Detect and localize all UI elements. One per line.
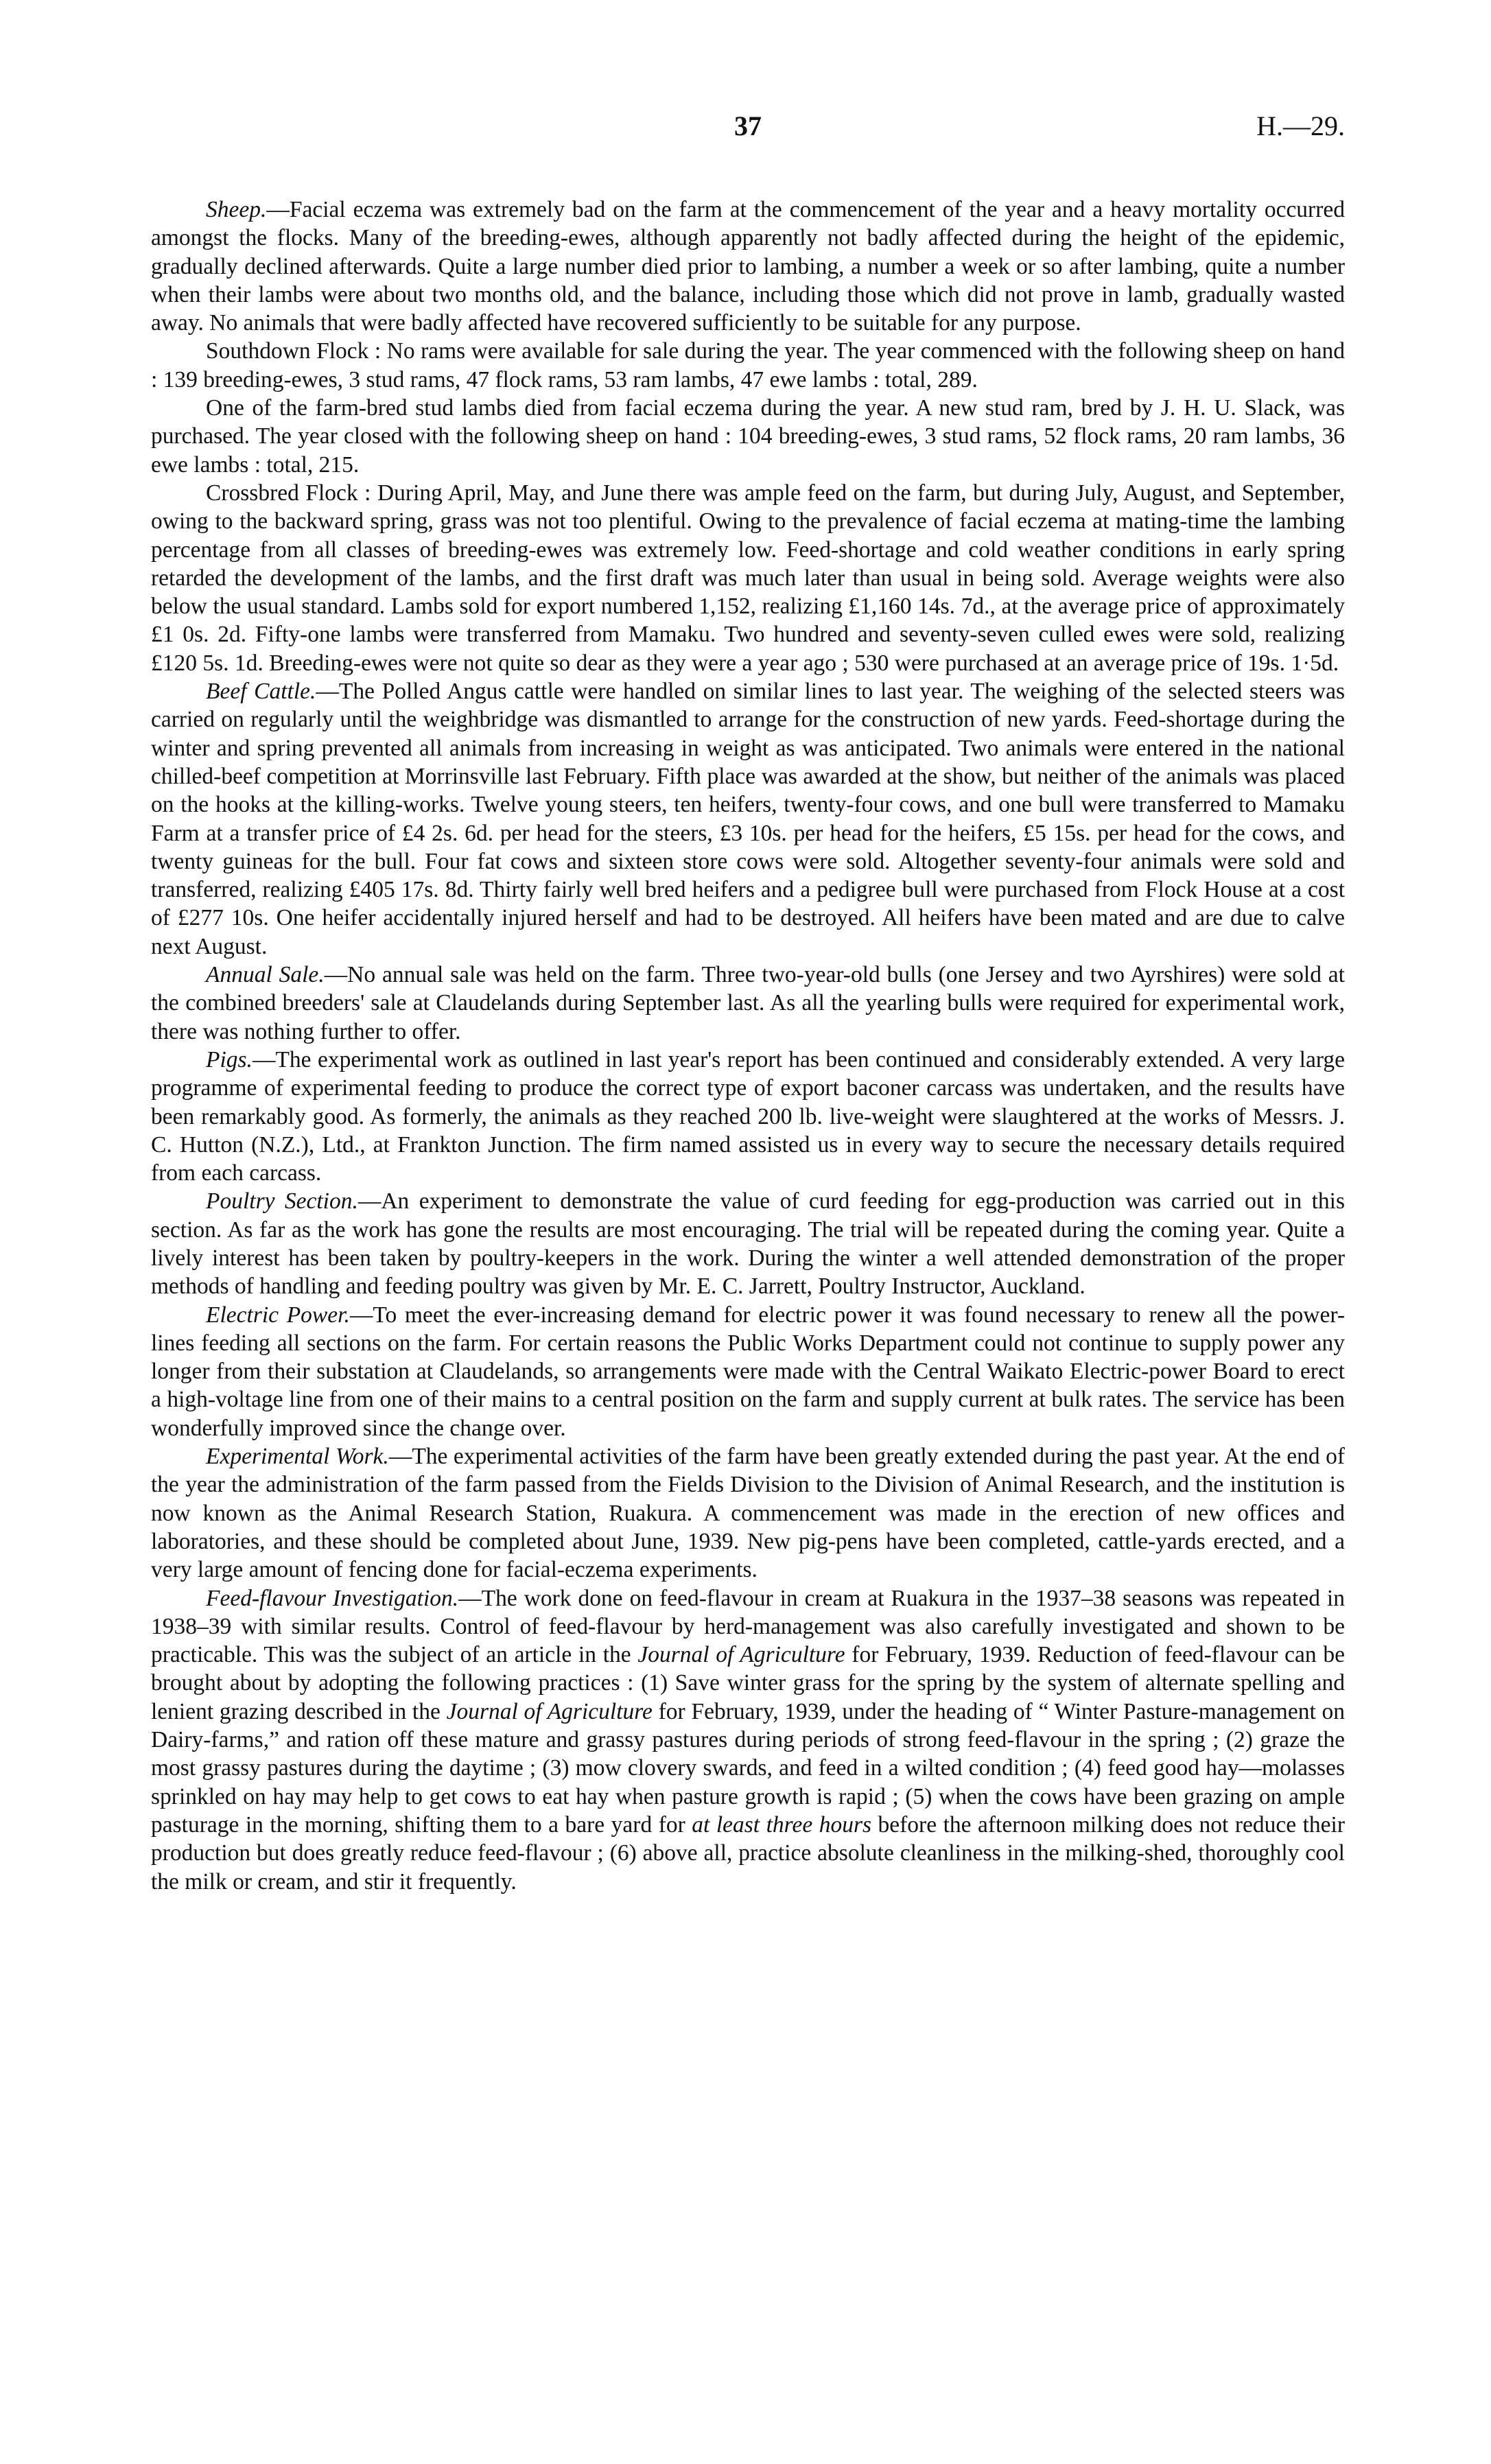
- report-body: [151, 196, 1345, 1896]
- paragraph-text: before the afternoon milking does not reduce their production but does greatly reduce feed-flavour ; (6) above all, practice absolute cleanliness in the milking-shed, thoroughly cool the milk or cream, and stir it frequently.: [151, 1811, 1345, 1894]
- paragraph-text: —The experimental activities of the farm have been greatly extended during the past year. At the end of the year the administration of the farm passed from the Fields Division to the Division of Animal Research, and the institution is now known as the Animal Research Station, Ruakura. A commencement was made in the erection of new offices and laboratories, and these should be completed about June, 1939. New pig-pens have been completed, cattle-yards erected, and a very large amount of fencing done for facial-eczema experiments.: [151, 1444, 1345, 1583]
- paragraph-text: —The Polled Angus cattle were handled on similar lines to last year. The weighing of the selected steers was carried on regularly until the weighbridge was dismantled to arrange for the construction of new yards. Feed-shortage during the winter and spring prevented all animals from increasing in weight as was anticipated. Two animals were entered in the national chilled-beef competition at Morrinsville last February. Fifth place was awarded at the show, but neither of the animals was placed on the hooks at the killing-works. Twelve young steers, ten heifers, twenty-four cows, and one bull were transferred to Mamaku Farm at a transfer price of £4 2s. 6d. per head for the steers, £3 10s. per head for the heifers, £5 15s. per head for the cows, and twenty guineas for the bull. Four fat cows and sixteen store cows were sold. Altogether seventy-four animals were sold and transferred, realizing £405 17s. 8d. Thirty fairly well bred heifers and a pedigree bull were purchased from Flock House at a cost of £277 10s. One heifer accidentally injured herself and had to be destroyed. All heifers have been mated and are due to calve next August.: [151, 679, 1345, 959]
- paragraph-electric-power: [151, 1301, 1345, 1442]
- paragraph-text: for February, 1939. Reduction of feed-flavour can be brought about by adopting the following practices : (1) Save winter grass for the spring by the system of alternate spelling and lenient grazing described in the: [151, 1642, 1345, 1724]
- paragraph-heading: Electric Power.: [206, 1302, 350, 1328]
- page-header: [151, 110, 1345, 158]
- paragraph-text: Crossbred Flock : During April, May, and June there was ample feed on the farm, but during July, August, and September, owing to the backward spring, grass was not too plentiful. Owing to the prevalence of facial eczema at mating-time the lambing percentage from all classes of breeding-ewes was extremely low. Feed-shortage and cold weather conditions in early spring retarded the development of the lambs, and the first draft was much later than usual in being sold. Average weights were also below the usual standard. Lambs sold for export numbered 1,152, realizing £1,160 14s. 7d., at the average price of approximately £1 0s. 2d. Fifty-one lambs were transferred from Mamaku. Two hundred and seventy-seven culled ewes were sold, realizing £120 5s. 1d. Breeding-ewes were not quite so dear as they were a year ago ; 530 were purchased at an average price of 19s. 1·5d.: [151, 480, 1345, 676]
- paragraph-poultry: [151, 1187, 1345, 1300]
- paragraph-heading: Sheep.: [206, 197, 267, 222]
- paragraph-text: for February, 1939, under the heading of “ Winter Pasture-management on Dairy-farms,” and ration off these mature and grassy pastures during periods of strong feed-flavour in the spring ; (2) graze the most grassy pastures during the daytime ; (3) mow clovery swards, and feed in a wilted condition ; (4) feed good hay—molasses sprinkled on hay may help to get cows to eat hay when pasture growth is rapid ; (5) when the cows have been grazing on ample pasturage in the morning, shifting them to a bare yard for: [151, 1698, 1345, 1838]
- paragraph-annual-sale: [151, 961, 1345, 1046]
- paragraph-sheep: [151, 196, 1345, 337]
- paragraph-text: —The experimental work as outlined in last year's report has been continued and considerably extended. A very large programme of experimental feeding to produce the correct type of export baconer carcass was undertaken, and the results have been remarkably good. As formerly, the animals as they reached 200 lb. live-weight were slaughtered at the works of Messrs. J. C. Hutton (N.Z.), Ltd., at Frankton Junction. The firm named assisted us in every way to secure the necessary details required from each carcass.: [151, 1046, 1345, 1186]
- paragraph-heading: Poultry Section.: [206, 1188, 358, 1215]
- paragraph-text: One of the farm-bred stud lambs died from facial eczema during the year. A new stud ram, bred by J. H. U. Slack, was purchased. The year closed with the following sheep on hand : 104 breeding-ewes, 3 stud rams, 52 flock rams, 20 ram lambs, 36 ewe lambs : total, 215.: [151, 395, 1345, 478]
- paragraph-text: —Facial eczema was extremely bad on the farm at the commencement of the year and a heavy mortality occurred amongst the flocks. Many of the breeding-ewes, although apparently not badly affected during the height of the epidemic, gradually declined afterwards. Quite a large number died prior to lambing, a number a week or so after lambing, quite a number when their lambs were about two months old, and the balance, including those which did not prove in lamb, gradually wasted away. No animals that were badly affected have recovered sufficiently to be suitable for any purpose.: [151, 197, 1345, 336]
- paragraph-southdown-1: [151, 337, 1345, 394]
- paragraph-beef-cattle: [151, 677, 1345, 961]
- paragraph-heading: Beef Cattle.: [206, 679, 316, 705]
- paragraph-heading: Experimental Work.: [206, 1444, 389, 1470]
- italic-text: at least three hours: [692, 1811, 872, 1838]
- paragraph-pigs: [151, 1046, 1345, 1187]
- paragraph-southdown-2: [151, 394, 1345, 479]
- paragraph-heading: Annual Sale.: [206, 962, 325, 988]
- italic-text: Journal of Agriculture: [446, 1698, 653, 1724]
- paragraph-text: —The work done on feed-flavour in cream at Ruakura in the 1937–38 seasons was repeated in 1938–39 with similar results. Control of feed-flavour by herd-management was also carefully investigated and shown to be practicable. This was the subject of an article in the: [151, 1585, 1345, 1668]
- page-number: 37: [734, 110, 762, 141]
- italic-text: Journal of Agriculture: [637, 1642, 845, 1668]
- paragraph-heading: Feed-flavour Investigation.: [206, 1585, 459, 1611]
- paragraph-crossbred: [151, 479, 1345, 677]
- paragraph-text: —No annual sale was held on the farm. Three two-year-old bulls (one Jersey and two Ayrshires) were sold at the combined breeders' sale at Claudelands during September last. As all the yearling bulls were required for experimental work, there was nothing further to offer.: [151, 962, 1345, 1044]
- paragraph-text: —To meet the ever-increasing demand for electric power it was found necessary to renew all the power-lines feeding all sections on the farm. For certain reasons the Public Works Department could not continue to supply power any longer from their substation at Claudelands, so arrangements were made with the Central Waikato Electric-power Board to erect a high-voltage line from one of their mains to a central position on the farm and supply current at bulk rates. The service has been wonderfully improved since the change over.: [151, 1302, 1345, 1441]
- document-page: [151, 110, 1345, 1896]
- paragraph-experimental-work: [151, 1442, 1345, 1584]
- paragraph-text: Southdown Flock : No rams were available for sale during the year. The year commenced with the following sheep on hand : 139 breeding-ewes, 3 stud rams, 47 flock rams, 53 ram lambs, 47 ewe lambs : total, 289.: [151, 338, 1345, 392]
- paragraph-text: —An experiment to demonstrate the value of curd feeding for egg-production was carried out in this section. As far as the work has gone the results are most encouraging. The trial will be repeated during the coming year. Quite a lively interest has been taken by poultry-keepers in the work. During the winter a well attended demonstration of the proper methods of handling and feeding poultry was given by Mr. E. C. Jarrett, Poultry Instructor, Auckland.: [151, 1188, 1345, 1300]
- document-reference: H.—29.: [1256, 110, 1345, 141]
- paragraph-heading: Pigs.: [206, 1046, 253, 1072]
- paragraph-feed-flavour: [151, 1584, 1345, 1896]
